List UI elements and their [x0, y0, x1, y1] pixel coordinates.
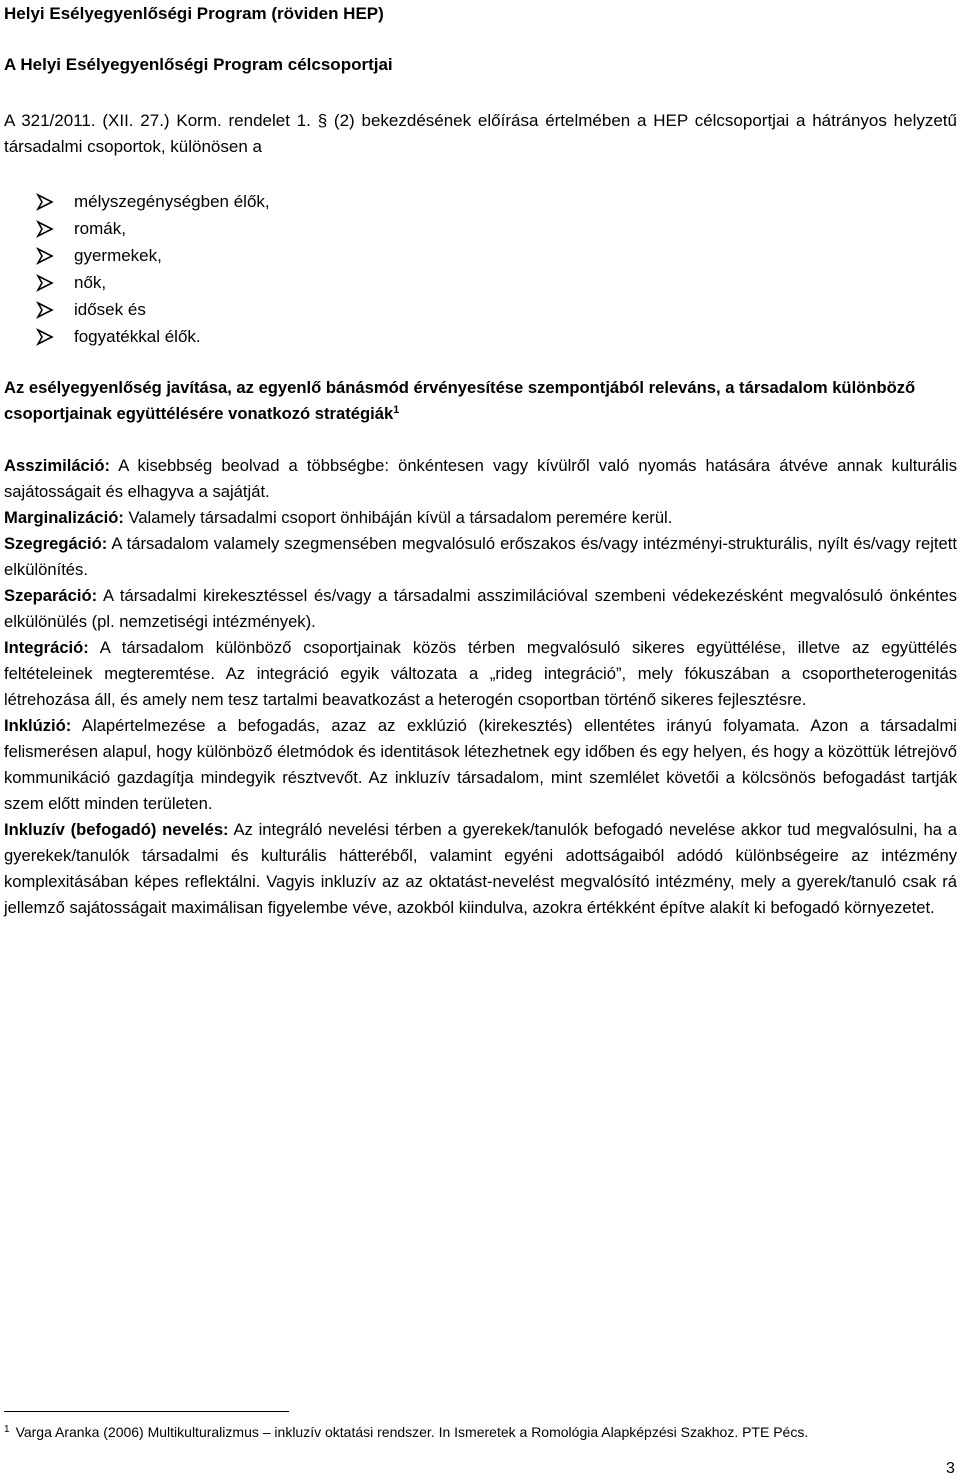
strategies-heading-text: Az esélyegyenlőség javítása, az egyenlő bánásmód érvényesítése szempontjából releváns, a társadalom különböző csoportjainak együttélésére vonatkozó stratégiák	[4, 378, 916, 423]
definition-term: Asszimiláció:	[4, 456, 111, 475]
definition-integration	[4, 635, 957, 713]
definition-inclusion	[4, 713, 957, 817]
list-item	[4, 242, 270, 269]
definition-assimilation	[4, 453, 957, 505]
definition-text: Alapértelmezése a befogadás, azaz az exklúzió (kirekesztés) ellentétes irányú folyamata. Azon a társadalmi felismerésen alapul, hogy különböző életmódok és identitások létezhetnek egy időben és egy helyen, és hogy a közöttük létrejövő kommunikáció gazdagítja mindegyik résztvevőt. Az inkluzív társadalom, mint szemlélet követői a kölcsönös befogadást tartják szem előtt minden területen.	[4, 716, 957, 813]
definition-text: A társadalmi kirekesztéssel és/vagy a társadalmi asszimilációval szembeni védekezésként megvalósuló önkéntes elkülönülés (pl. nemzetiségi intézmények).	[4, 586, 957, 631]
list-item	[4, 296, 270, 323]
strategies-section	[4, 375, 957, 921]
definition-term: Szegregáció:	[4, 534, 108, 553]
arrow-bullet-icon	[36, 328, 54, 346]
arrow-bullet-icon	[36, 220, 54, 238]
list-item	[4, 269, 270, 296]
definition-term: Marginalizáció:	[4, 508, 124, 527]
list-item-label: gyermekek,	[74, 246, 162, 265]
footnote	[4, 1420, 808, 1444]
list-item	[4, 323, 270, 350]
definition-inclusive-education	[4, 817, 957, 921]
definition-separation	[4, 583, 957, 635]
document-title: Helyi Esélyegyenlőségi Program (röviden HEP)	[4, 4, 384, 23]
definition-segregation	[4, 531, 957, 583]
footnote-text: Varga Aranka (2006) Multikulturalizmus – inkluzív oktatási rendszer. In Ismeretek a Romológia Alapképzési Szakhoz. PTE Pécs.	[15, 1424, 809, 1440]
section-heading: A Helyi Esélyegyenlőségi Program célcsoportjai	[4, 55, 393, 74]
definition-text: Valamely társadalmi csoport önhibáján kívül a társadalom peremére kerül.	[123, 508, 673, 527]
footnote-mark: 1	[4, 1424, 10, 1435]
footnote-separator	[4, 1411, 289, 1412]
definition-text: Az integráló nevelési térben a gyerekek/tanulók befogadó nevelése akkor tud megvalósulni, ha a gyerekek/tanulók társadalmi és kulturális hátteréből, valamint egyéni adottságaiból adódó különbségeire az intézmény komplexitásában képes reflektálni. Vagyis inkluzív az az oktatást-nevelést megvalósító intézmény, mely a gyerek/tanuló csak rá jellemző sajátosságait maximálisan figyelembe véve, azokból kiindulva, azokra értékként építve alakít ki befogadó környezetet.	[4, 820, 957, 917]
list-item-label: idősek és	[74, 300, 146, 319]
intro-paragraph: A 321/2011. (XII. 27.) Korm. rendelet 1. § (2) bekezdésének előírása értelmében a HEP célcsoportjai a hátrányos helyzetű társadalmi csoportok, különösen a	[4, 111, 957, 156]
definition-term: Integráció:	[4, 638, 89, 657]
footnote-reference[interactable]: 1	[393, 404, 400, 416]
definition-term: Szeparáció:	[4, 586, 98, 605]
definition-text: A társadalom különböző csoportjainak közös térben megvalósuló sikeres együttélése, illetve az együttélés feltételeinek megteremtése. Az integráció egyik változata a „rideg integráció”, mely fókuszában a csoportheterogenitás létrehozása áll, és amely nem tesz tartalmi beavatkozást a heterogén csoportban történő sikeres fejlesztésre.	[4, 638, 957, 709]
list-item-label: romák,	[74, 219, 126, 238]
definition-term: Inkluzív (befogadó) nevelés:	[4, 820, 229, 839]
arrow-bullet-icon	[36, 193, 54, 211]
definition-text: A társadalom valamely szegmensében megvalósuló erőszakos és/vagy intézményi-strukturális, nyílt és/vagy rejtett elkülönítés.	[4, 534, 957, 579]
definition-term: Inklúzió:	[4, 716, 72, 735]
arrow-bullet-icon	[36, 301, 54, 319]
target-group-list	[4, 188, 270, 350]
list-item-label: mélyszegénységben élők,	[74, 192, 270, 211]
page-number: 3	[946, 1460, 955, 1477]
definition-marginalization	[4, 505, 957, 531]
list-item-label: nők,	[74, 273, 107, 292]
list-item	[4, 188, 270, 215]
list-item-label: fogyatékkal élők.	[74, 327, 201, 346]
arrow-bullet-icon	[36, 247, 54, 265]
strategies-heading	[4, 375, 957, 427]
arrow-bullet-icon	[36, 274, 54, 292]
definition-text: A kisebbség beolvad a többségbe: önkéntesen vagy kívülről való nyomás hatására átvéve annak kulturális sajátosságait és elhagyva a sajátját.	[4, 456, 957, 501]
list-item	[4, 215, 270, 242]
